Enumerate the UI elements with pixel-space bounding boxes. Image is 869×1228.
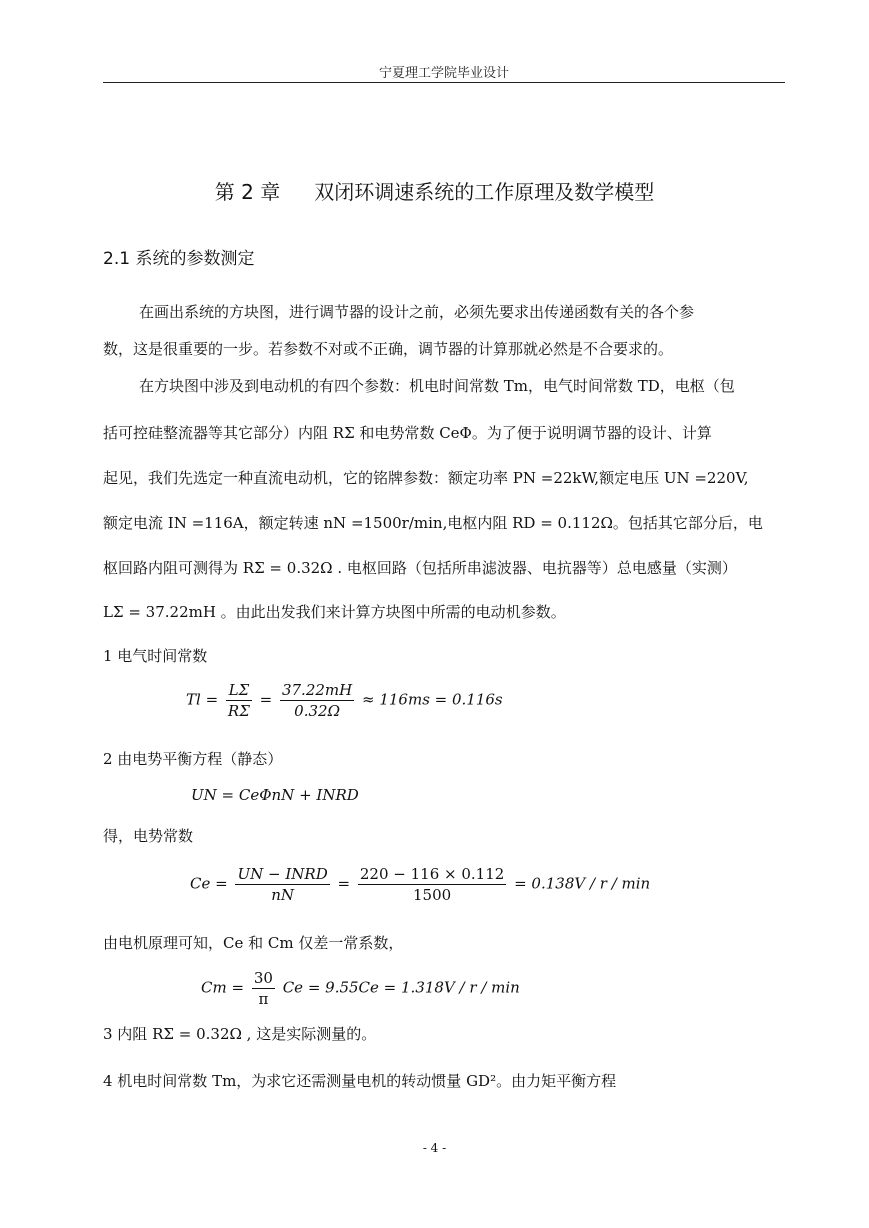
eq-lhs: Ce =	[190, 874, 228, 893]
denominator: nN	[271, 886, 294, 904]
fraction	[252, 968, 275, 1009]
denominator: RΣ	[227, 702, 250, 720]
numerator: 220 − 116 × 0.112	[359, 865, 505, 883]
denominator: 1500	[412, 886, 452, 904]
fraction	[235, 864, 329, 905]
paragraph-line: 起见，我们先选定一种直流电动机，它的铭牌参数：额定功率 PN =22kW,额定电压 UN =220V,	[103, 469, 749, 487]
eq-result: ≈ 116ms = 0.116s	[362, 690, 503, 709]
equation-emf-constant: Ce = $\frac{\text{UN − INRD}}{nN}$ = $\frac{220 - 116 \times 0.112}{1500}$ = 0.138V / r / min	[190, 865, 651, 904]
paragraph-line: 数，这是很重要的一步。若参数不对或不正确，调节器的计算那就必然是不合要求的。	[103, 340, 674, 358]
fraction	[280, 680, 354, 721]
eq-result: Ce = 9.55Ce = 1.318V / r / min	[282, 978, 520, 997]
numerator: 30	[253, 969, 273, 987]
numerator: LΣ	[226, 680, 252, 701]
section-heading: 2.1 系统的参数测定	[103, 249, 255, 269]
list-item: 4 机电时间常数 Tm，为求它还需测量电机的转动惯量 GD²。由力矩平衡方程	[103, 1072, 617, 1090]
list-item: 3 内阻 RΣ = 0.32Ω , 这是实际测量的。	[103, 1025, 377, 1043]
fraction	[226, 680, 252, 721]
numerator: UN − INRD	[237, 865, 328, 883]
paragraph-line: 得，电势常数	[103, 827, 194, 845]
eq-lhs: Tl =	[186, 690, 219, 709]
paragraph-line: 括可控硅整流器等其它部分）内阻 RΣ 和电势常数 CeΦ。为了便于说明调节器的设计、计算	[103, 424, 712, 442]
eq-result: = 0.138V / r / min	[514, 874, 651, 893]
eq-lhs: Cm =	[201, 978, 245, 997]
chapter-heading	[0, 176, 869, 205]
paragraph-line: LΣ = 37.22mH 。由此出发我们来计算方块图中所需的电动机参数。	[103, 603, 566, 621]
list-item: 2 由电势平衡方程（静态）	[103, 750, 283, 768]
chapter-number: 第 2 章	[214, 180, 281, 204]
paragraph-line: 由电机原理可知，Ce 和 Cm 仅差一常系数，	[103, 934, 404, 952]
denominator: 0.32Ω	[294, 702, 341, 720]
paragraph-line: 在方块图中涉及到电动机的有四个参数：机电时间常数 Tm，电气时间常数 TD，电枢（包	[139, 377, 735, 395]
equation-electrical-time-constant: Tl = $\frac{L\Sigma}{R\Sigma}$ = $\frac{37.22mH}{0.32\Omega}$ ≈ 116ms = 0.116s	[186, 681, 503, 720]
fraction	[358, 864, 506, 905]
paragraph-line: 枢回路内阻可测得为 RΣ = 0.32Ω . 电枢回路（包括所串滤波器、电抗器等）总电感量（实测）	[103, 559, 737, 577]
chapter-title: 双闭环调速系统的工作原理及数学模型	[314, 180, 655, 204]
denominator: π	[258, 990, 269, 1008]
numerator: 37.22mH	[281, 681, 353, 699]
equation-torque-constant	[201, 968, 520, 1009]
page-number: - 4 -	[422, 1141, 447, 1155]
paragraph-line: 在画出系统的方块图，进行调节器的设计之前，必须先要求出传递函数有关的各个参	[139, 303, 695, 321]
page-header: 宁夏理工学院毕业设计	[378, 66, 509, 81]
equation-voltage-balance: UN = CeΦnN + INRD	[191, 786, 359, 804]
paragraph-line: 额定电流 IN =116A，额定转速 nN =1500r/min,电枢内阻 RD = 0.112Ω。包括其它部分后，电	[103, 514, 763, 532]
list-item: 1 电气时间常数	[103, 647, 208, 665]
header-rule	[103, 82, 785, 83]
